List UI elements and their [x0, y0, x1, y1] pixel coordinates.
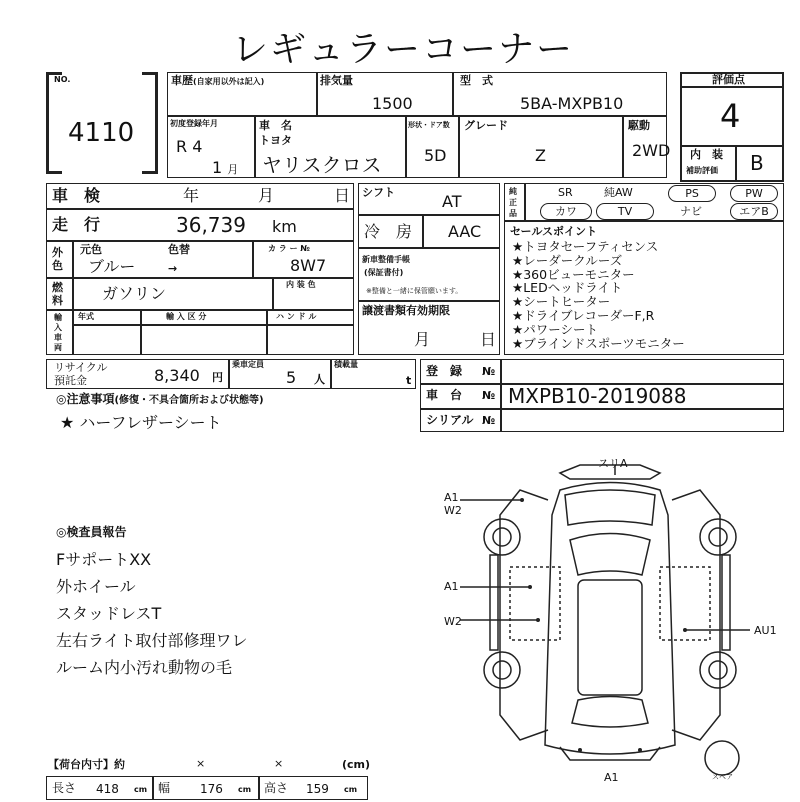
- sales-item: ★パワーシート: [512, 321, 598, 337]
- color-value: ブルー: [88, 257, 136, 276]
- notes-label: ◎注意事項(修復・不具合箇所および状態等): [56, 392, 264, 406]
- inspector-label: ◎検査員報告: [56, 525, 127, 539]
- import-kind-label: 輸 入 区 分: [166, 312, 207, 321]
- cargo-height-unit: cm: [344, 785, 358, 794]
- cargo-label: 【荷台内寸】約: [48, 758, 125, 771]
- model-label: 型 式: [460, 74, 493, 87]
- lot-label: NO.: [54, 75, 71, 84]
- equip-pw: PW: [730, 185, 778, 202]
- model-value: 5BA-MXPB10: [520, 94, 624, 113]
- car-diagram: [430, 455, 790, 785]
- chassis-label: 車 台: [426, 388, 463, 402]
- color-code-label: カ ラ ー №: [268, 244, 310, 253]
- body-value: 5D: [424, 146, 447, 165]
- chassis-value: MXPB10-2019088: [508, 384, 687, 408]
- ac-value: AAC: [448, 222, 482, 241]
- spare-label: スペア: [712, 773, 733, 781]
- recycle-unit: 円: [212, 371, 223, 384]
- diagram-label-a1: A1: [444, 491, 459, 504]
- first-reg-era: R 4: [176, 137, 203, 156]
- cargo-x2: ×: [274, 757, 284, 770]
- serial-label: シリアル: [426, 413, 474, 427]
- diagram-label-au1: AU1: [754, 624, 777, 637]
- recycle-label: リサイクル: [54, 361, 108, 374]
- load-unit: t: [406, 374, 412, 387]
- car-name-value: ヤリスクロス: [262, 153, 382, 177]
- fuel-side-label: 燃料: [52, 281, 63, 307]
- cargo-height-label: 高さ: [264, 781, 289, 795]
- interior-label: 内 装: [690, 148, 723, 161]
- diagram-label-a1-side: A1: [444, 580, 459, 593]
- first-reg-label: 初度登録年月: [170, 119, 218, 128]
- fuel-value: ガソリン: [102, 284, 167, 303]
- displacement-label: 排気量: [320, 74, 353, 87]
- grade-score-value: 4: [720, 97, 741, 135]
- sales-label: セールスポイント: [510, 225, 598, 238]
- inspector-item: ルーム内小汚れ動物の毛: [56, 658, 233, 677]
- reg-label: 登 録: [426, 364, 463, 378]
- serial-no: №: [482, 414, 496, 427]
- reg-no: №: [482, 365, 496, 378]
- cargo-width-label: 幅: [158, 781, 171, 795]
- inspector-item: 外ホイール: [56, 577, 136, 596]
- manual-sub-label: (保証書付): [364, 268, 404, 277]
- cargo-length: 418: [96, 782, 119, 796]
- diagram-label-bottom: A1: [604, 771, 619, 784]
- diagram-label-w2-side: W2: [444, 615, 462, 628]
- equip-tv: TV: [596, 203, 654, 220]
- sales-item: ★ドライブレコーダーF,R: [512, 307, 655, 323]
- sales-item: ★ブラインドスポーツモニター: [512, 335, 685, 351]
- sales-item: ★LEDヘッドライト: [512, 280, 623, 296]
- grade-value: Z: [535, 146, 546, 165]
- color-orig-label: 元色: [80, 243, 102, 256]
- interior-sub-label: 補助評価: [686, 166, 718, 175]
- color-side-label: 外色: [52, 246, 63, 272]
- drive-value: 2WD: [632, 141, 671, 160]
- car-maker: トヨタ: [259, 134, 292, 147]
- body-label: 形状・ドア数: [408, 121, 450, 129]
- grade-score-label: 評価点: [712, 73, 745, 86]
- sales-item: ★シートヒーター: [512, 294, 611, 310]
- inspector-list: [56, 546, 248, 681]
- shift-value: AT: [442, 192, 462, 211]
- inspection-label: 車 検: [52, 186, 101, 205]
- equip-ps: PS: [668, 185, 716, 202]
- grade-label: グレード: [464, 119, 508, 132]
- sales-item: ★トヨタセーフティセンス: [512, 239, 659, 254]
- diagram-label-w2: W2: [444, 504, 462, 517]
- import-side-label: 輸入車両: [54, 313, 62, 352]
- ac-label: 冷 房: [364, 222, 413, 241]
- equipment-side-label: 純正品: [509, 187, 517, 218]
- color-arrow: →: [168, 262, 178, 275]
- color-repaint-label: 色替: [168, 243, 190, 256]
- recycle-sub-label: 預託金: [54, 374, 87, 387]
- inspection-year: 年: [183, 186, 200, 205]
- inspector-item: FサポートXX: [56, 550, 152, 569]
- manual-note: ※整備と一緒に保管願います。: [366, 287, 463, 295]
- equip-airbag: エアB: [730, 203, 778, 220]
- equip-alloy-wheel: 純AW: [604, 186, 633, 199]
- color-code: 8W7: [290, 256, 327, 275]
- inspector-item: スタッドレスT: [56, 604, 162, 623]
- recycle-value: 8,340: [154, 366, 200, 385]
- cargo-unit: (cm): [342, 758, 371, 771]
- cargo-width-unit: cm: [238, 785, 252, 794]
- equip-leather: カワ: [540, 203, 592, 220]
- page-title: レギュラーコーナー: [232, 29, 575, 70]
- notes-item: ★ ハーフレザーシート: [60, 413, 222, 432]
- inspection-day: 日: [334, 186, 351, 205]
- inspection-month: 月: [258, 186, 275, 205]
- import-year-label: 年式: [78, 312, 94, 321]
- cargo-length-unit: cm: [134, 785, 148, 794]
- transfer-label: 譲渡書類有効期限: [362, 304, 450, 317]
- diagram-top-label: スリA: [598, 457, 628, 470]
- mileage-label: 走 行: [52, 215, 101, 234]
- shift-label: シフト: [362, 186, 395, 199]
- mileage-unit: km: [272, 217, 297, 236]
- import-handle-label: ハ ン ド ル: [276, 312, 317, 321]
- equip-navi: ナビ: [680, 205, 702, 218]
- chassis-no: №: [482, 389, 496, 402]
- equip-sr: SR: [558, 186, 573, 199]
- capacity-unit: 人: [314, 373, 325, 386]
- history-label: 車歴(自家用以外は記入): [171, 74, 265, 87]
- drive-label: 駆動: [628, 119, 650, 132]
- manual-label: 新車整備手帳: [362, 255, 410, 264]
- first-reg-month: 1 月: [212, 158, 239, 177]
- capacity-value: 5: [286, 368, 297, 387]
- sales-item: ★360ビューモニター: [512, 266, 635, 282]
- inspector-item: 左右ライト取付部修理ワレ: [56, 631, 248, 650]
- displacement-value: 1500: [372, 94, 413, 113]
- interior-color-label: 内 装 色: [286, 280, 316, 289]
- cargo-length-label: 長さ: [52, 781, 77, 795]
- lot-box: [46, 72, 158, 174]
- transfer-month: 月: [414, 330, 431, 349]
- mileage-value: 36,739: [176, 213, 246, 237]
- sales-list: [512, 240, 685, 350]
- capacity-label: 乗車定員: [232, 360, 264, 369]
- cargo-width: 176: [200, 782, 223, 796]
- cargo-height: 159: [306, 782, 329, 796]
- car-name-label: 車 名: [259, 119, 292, 132]
- transfer-day: 日: [480, 330, 497, 349]
- sales-item: ★レーダークルーズ: [512, 252, 623, 268]
- load-label: 積載量: [334, 360, 358, 369]
- cargo-x1: ×: [196, 757, 206, 770]
- lot-number: 4110: [68, 118, 135, 148]
- interior-grade: B: [750, 151, 764, 175]
